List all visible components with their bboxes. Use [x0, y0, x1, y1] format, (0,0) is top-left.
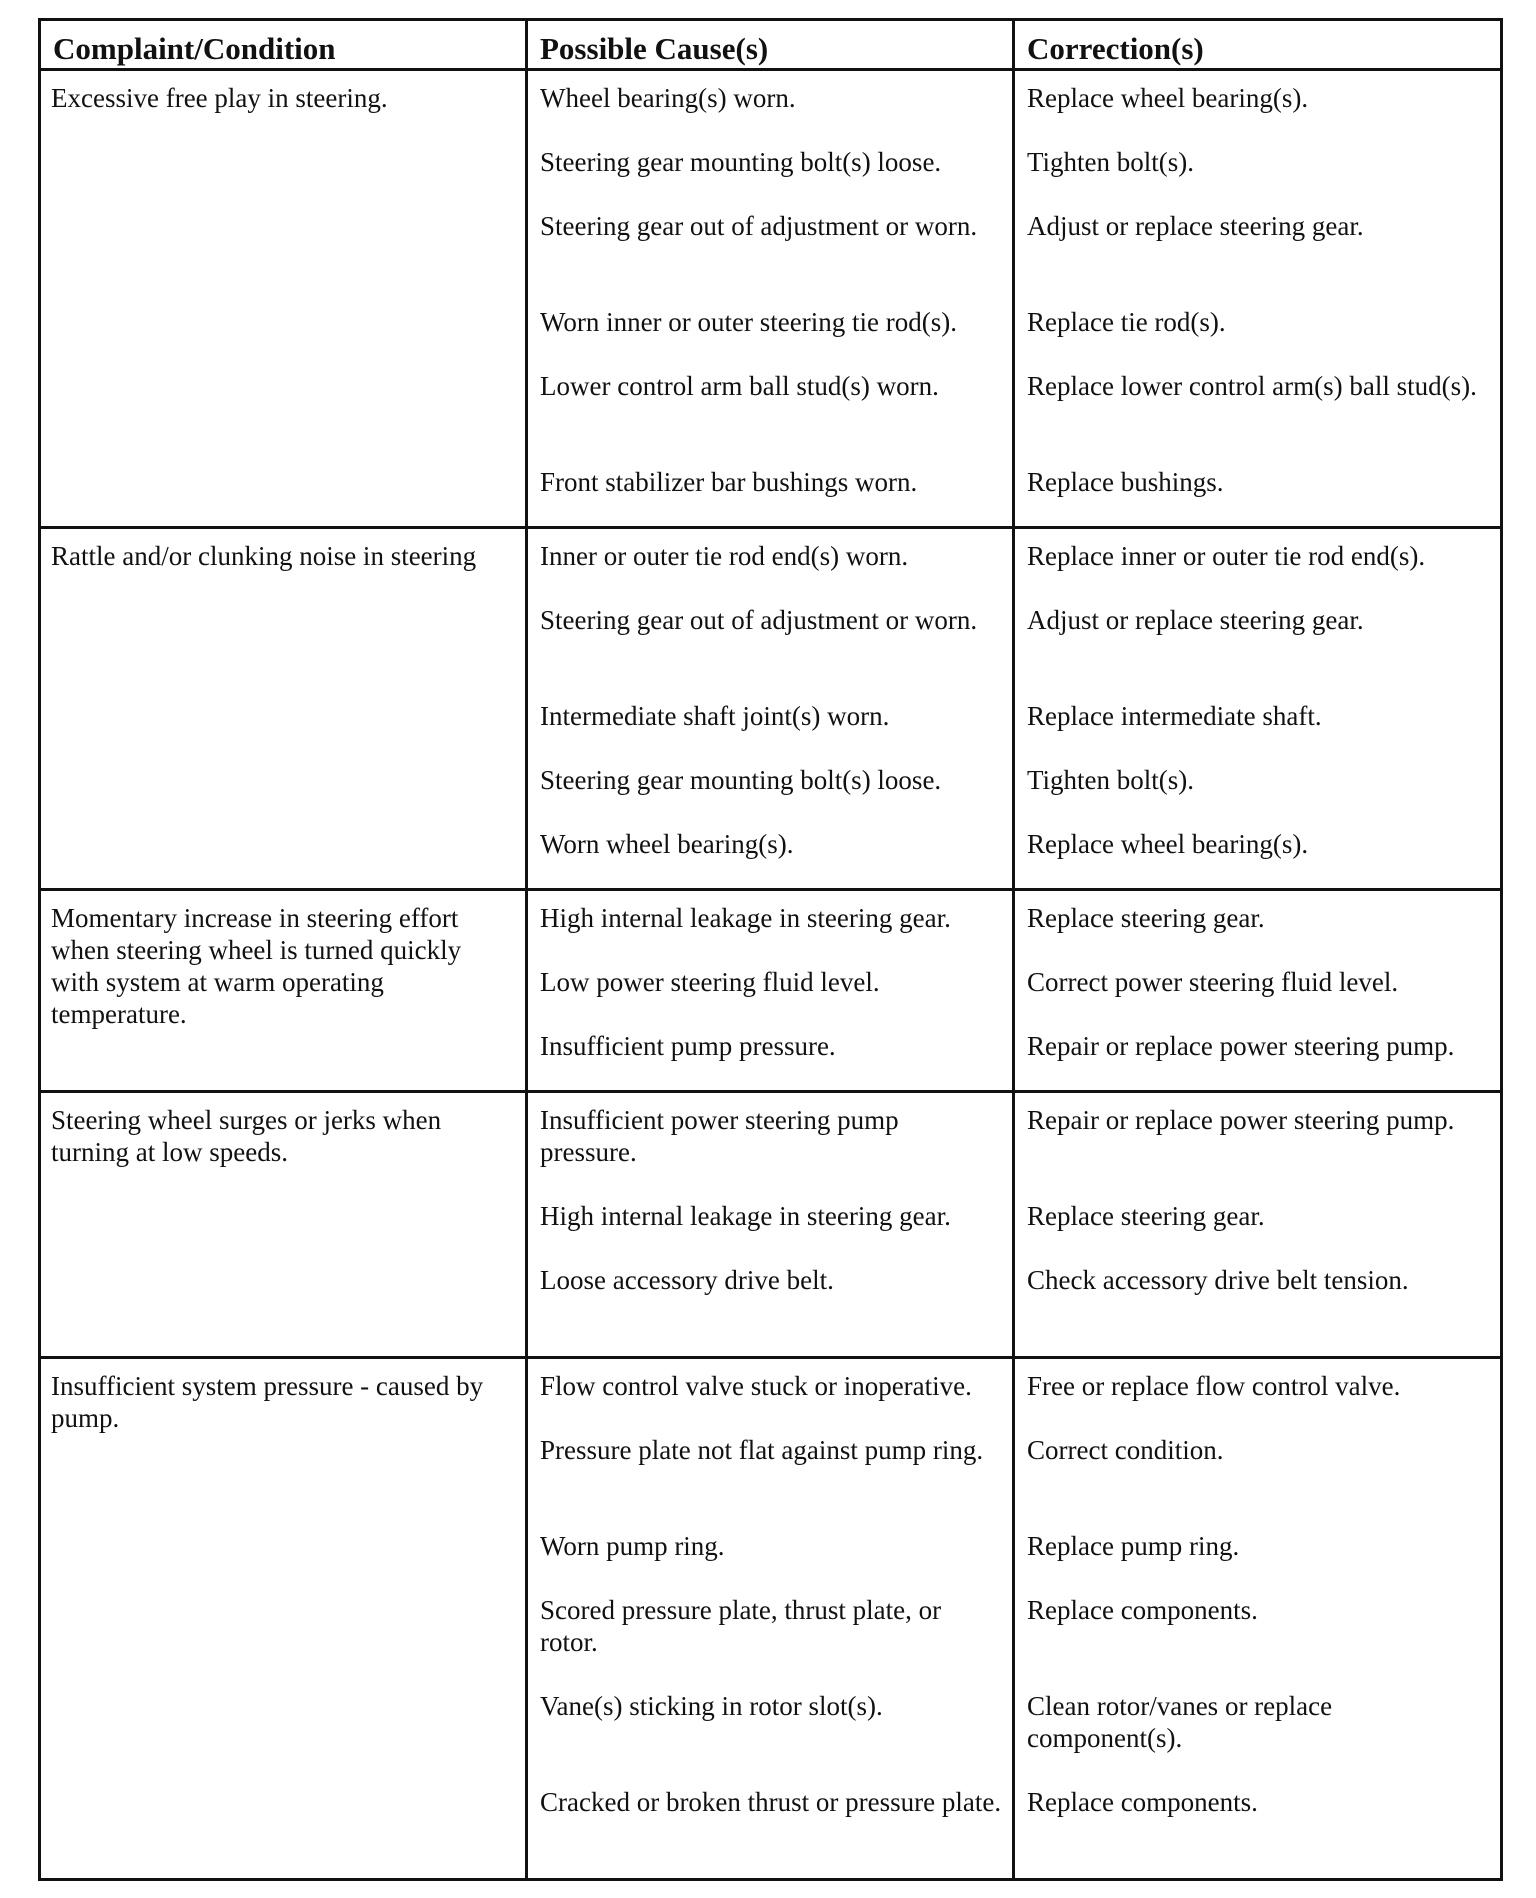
correction-item: Replace wheel bearing(s). — [1027, 83, 1309, 113]
cause-item: Inner or outer tie rod end(s) worn. — [540, 541, 909, 571]
correction-item: Replace steering gear. — [1027, 903, 1265, 933]
causes-cell — [527, 890, 1014, 1092]
condition-text: Momentary increase in steering effort when steering wheel is turned quickly with system at warm operating temperature. — [51, 903, 462, 1029]
table-row — [40, 528, 1502, 890]
correction-item: Repair or replace power steering pump. — [1027, 1105, 1455, 1135]
cause-item: High internal leakage in steering gear. — [540, 903, 951, 933]
correction-item: Check accessory drive belt tension. — [1027, 1265, 1409, 1295]
cause-item: Worn inner or outer steering tie rod(s). — [540, 307, 957, 337]
cause-item: Front stabilizer bar bushings worn. — [540, 467, 918, 497]
table-row — [40, 1092, 1502, 1358]
correction-item: Replace inner or outer tie rod end(s). — [1027, 541, 1426, 571]
condition-text: Rattle and/or clunking noise in steering — [51, 541, 477, 571]
cause-item: Worn wheel bearing(s). — [540, 829, 794, 859]
cause-item: Insufficient pump pressure. — [540, 1031, 836, 1061]
correction-item: Free or replace flow control valve. — [1027, 1371, 1401, 1401]
cause-item: Scored pressure plate, thrust plate, or rotor. — [540, 1595, 942, 1657]
cause-item: Steering gear mounting bolt(s) loose. — [540, 765, 942, 795]
cause-item: Intermediate shaft joint(s) worn. — [540, 701, 890, 731]
corrections-cell — [1014, 528, 1502, 890]
causes-cell — [527, 70, 1014, 528]
correction-item: Replace components. — [1027, 1595, 1258, 1625]
corrections-cell — [1014, 1092, 1502, 1358]
cause-item: Worn pump ring. — [540, 1531, 725, 1561]
cause-item: Low power steering fluid level. — [540, 967, 880, 997]
header-complaint-condition: Complaint/Condition — [40, 20, 527, 70]
cause-item: Vane(s) sticking in rotor slot(s). — [540, 1691, 883, 1721]
corrections-cell — [1014, 70, 1502, 528]
correction-item: Replace bushings. — [1027, 467, 1224, 497]
correction-item: Replace tie rod(s). — [1027, 307, 1226, 337]
correction-item: Clean rotor/vanes or replace component(s). — [1027, 1691, 1333, 1753]
condition-text: Excessive free play in steering. — [51, 83, 388, 113]
cause-item: Loose accessory drive belt. — [540, 1265, 834, 1295]
header-row — [40, 20, 1502, 70]
condition-cell — [40, 1092, 527, 1358]
correction-item: Replace lower control arm(s) ball stud(s). — [1027, 371, 1477, 401]
correction-item: Replace steering gear. — [1027, 1201, 1265, 1231]
cause-item: Insufficient power steering pump pressure. — [540, 1105, 899, 1167]
cause-item: Cracked or broken thrust or pressure plate. — [540, 1787, 1002, 1817]
table-row — [40, 70, 1502, 528]
correction-item: Replace pump ring. — [1027, 1531, 1240, 1561]
causes-cell — [527, 1358, 1014, 1880]
causes-list — [528, 71, 1012, 526]
corrections-list — [1015, 71, 1500, 526]
troubleshooting-table — [38, 18, 1503, 1881]
correction-item: Tighten bolt(s). — [1027, 147, 1195, 177]
condition-cell — [40, 70, 527, 528]
causes-cell — [527, 1092, 1014, 1358]
condition-text: Insufficient system pressure - caused by pump. — [51, 1371, 484, 1433]
condition-cell — [40, 890, 527, 1092]
header-corrections: Correction(s) — [1014, 20, 1502, 70]
cause-item: Steering gear out of adjustment or worn. — [540, 211, 978, 241]
corrections-cell — [1014, 890, 1502, 1092]
cause-item: Flow control valve stuck or inoperative. — [540, 1371, 972, 1401]
header-possible-causes: Possible Cause(s) — [527, 20, 1014, 70]
causes-list — [528, 1093, 1012, 1356]
correction-item: Correct condition. — [1027, 1435, 1224, 1465]
corrections-list — [1015, 1359, 1500, 1878]
cause-item: Steering gear mounting bolt(s) loose. — [540, 147, 942, 177]
corrections-list — [1015, 1093, 1500, 1356]
correction-item: Repair or replace power steering pump. — [1027, 1031, 1455, 1061]
table-row — [40, 1358, 1502, 1880]
causes-cell — [527, 528, 1014, 890]
cause-item: Wheel bearing(s) worn. — [540, 83, 796, 113]
causes-list — [528, 891, 1012, 1090]
causes-list — [528, 529, 1012, 888]
condition-text: Steering wheel surges or jerks when turning at low speeds. — [51, 1105, 442, 1167]
cause-item: Steering gear out of adjustment or worn. — [540, 605, 978, 635]
correction-item: Replace components. — [1027, 1787, 1258, 1817]
correction-item: Adjust or replace steering gear. — [1027, 605, 1364, 635]
cause-item: Pressure plate not flat against pump ring. — [540, 1435, 984, 1465]
condition-cell — [40, 528, 527, 890]
correction-item: Tighten bolt(s). — [1027, 765, 1195, 795]
condition-cell — [40, 1358, 527, 1880]
cause-item: Lower control arm ball stud(s) worn. — [540, 371, 939, 401]
table-row — [40, 890, 1502, 1092]
causes-list — [528, 1359, 1012, 1878]
correction-item: Correct power steering fluid level. — [1027, 967, 1399, 997]
corrections-list — [1015, 529, 1500, 888]
correction-item: Replace intermediate shaft. — [1027, 701, 1322, 731]
corrections-list — [1015, 891, 1500, 1090]
corrections-cell — [1014, 1358, 1502, 1880]
correction-item: Adjust or replace steering gear. — [1027, 211, 1364, 241]
cause-item: High internal leakage in steering gear. — [540, 1201, 951, 1231]
correction-item: Replace wheel bearing(s). — [1027, 829, 1309, 859]
